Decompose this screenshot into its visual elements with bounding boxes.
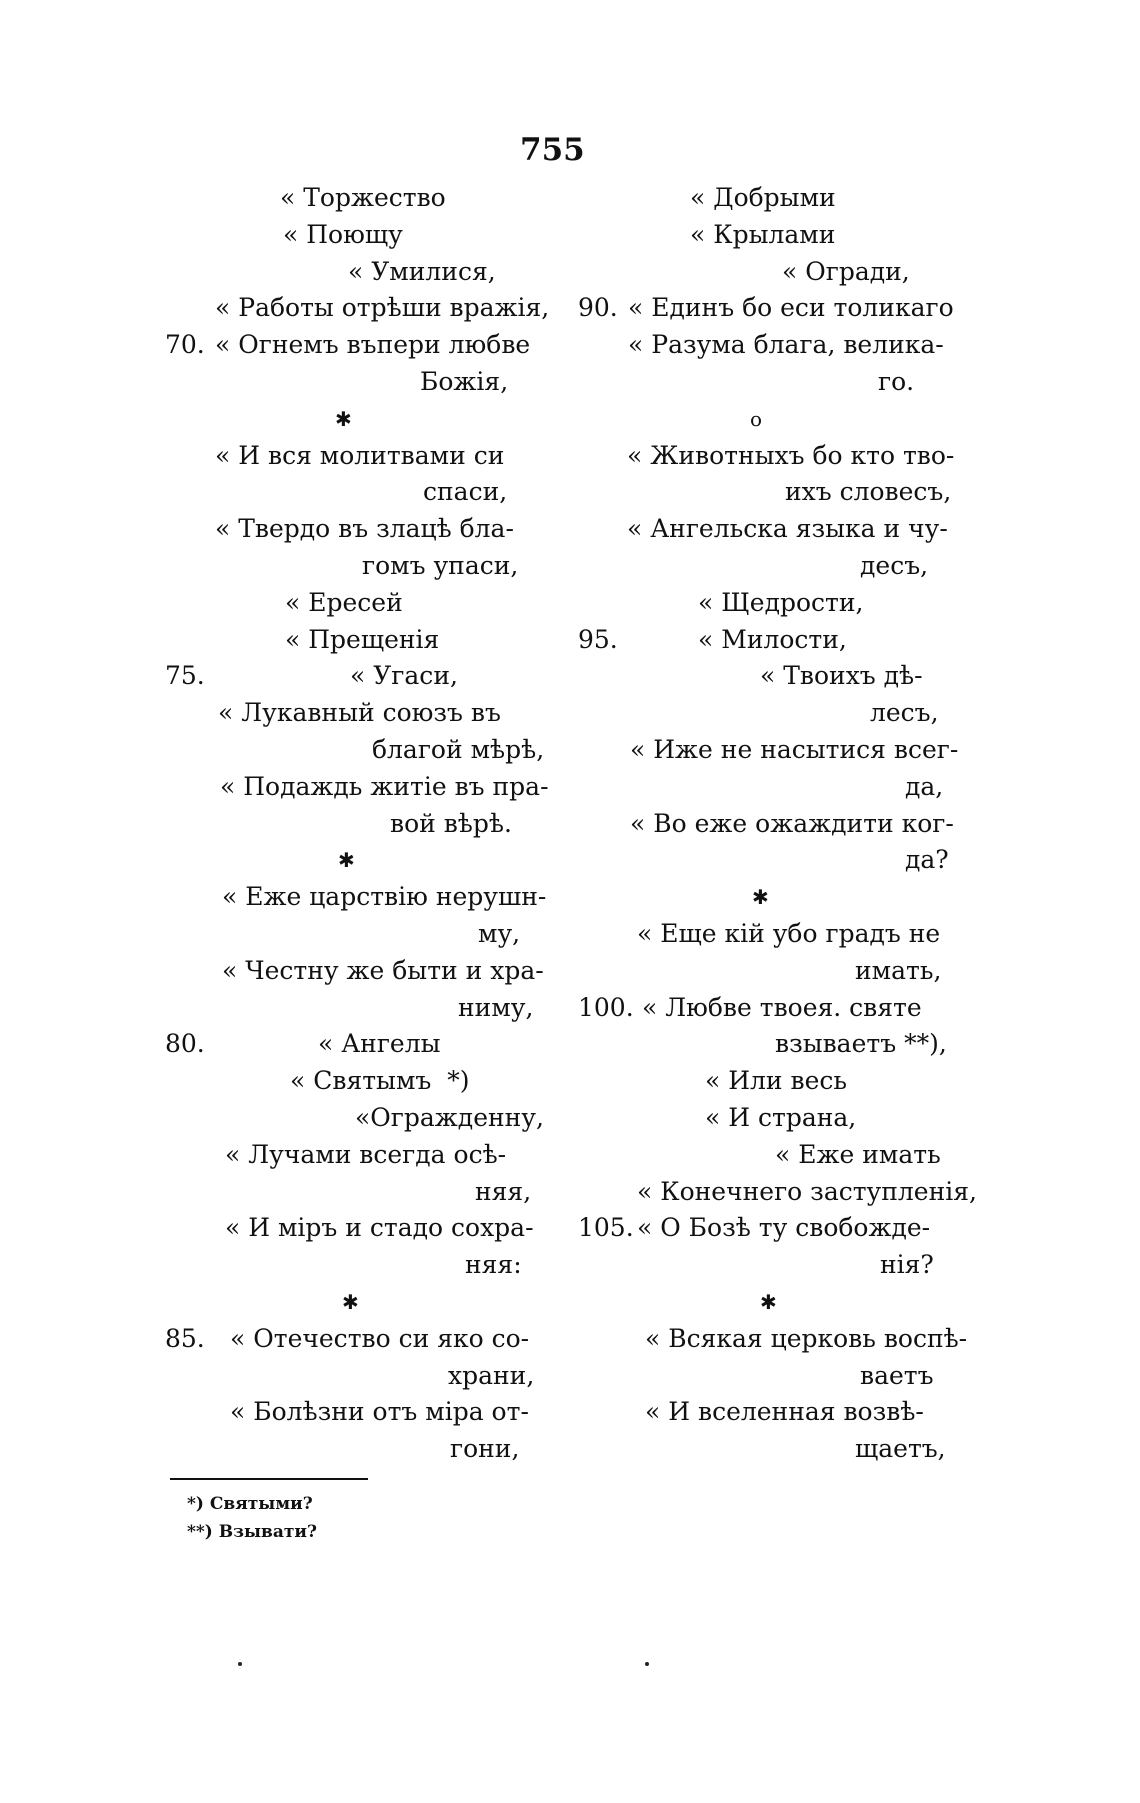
verse-line: [0, 1210, 560, 1247]
verse-text: « Умилися,: [348, 256, 496, 286]
verse-number: 95.: [578, 624, 618, 654]
verse-line: [0, 1026, 560, 1063]
verse-line: [570, 695, 1130, 732]
verse-text: « Ангельска языка и чу-: [627, 514, 948, 544]
verse-line: [0, 842, 560, 879]
verse-line: [0, 364, 560, 401]
verse-line: [570, 511, 1130, 548]
verse-line: [570, 1210, 1130, 1247]
verse-text: да,: [905, 771, 944, 801]
verse-line: [570, 585, 1130, 622]
stanza-divider-icon: ✱: [335, 406, 352, 431]
verse-text: храни,: [448, 1360, 535, 1390]
verse-line: [0, 1100, 560, 1137]
print-speck: [238, 1662, 242, 1666]
verse-text: « О Бозѣ ту свобожде-: [637, 1213, 931, 1243]
verse-line: [0, 1284, 560, 1321]
verse-text: « Поющу: [283, 219, 403, 249]
verse-text: му,: [478, 918, 521, 948]
verse-line: [0, 585, 560, 622]
verse-text: « Всякая церковь воспѣ-: [645, 1323, 968, 1353]
verse-text: « Милости,: [698, 624, 847, 654]
verse-line: [0, 953, 560, 990]
verse-text: « Единъ бо еси толикаго: [628, 293, 954, 323]
verse-line: [0, 622, 560, 659]
footnote-1: *) Святыми?: [187, 1494, 313, 1514]
verse-text: « Еже имать: [775, 1139, 941, 1169]
verse-line: [0, 990, 560, 1027]
verse-line: [0, 916, 560, 953]
verse-text: « Святымъ *): [290, 1066, 470, 1096]
verse-line: [0, 511, 560, 548]
verse-text: « Отечество си яко со-: [230, 1323, 530, 1353]
verse-line: [570, 953, 1130, 990]
verse-number: 85.: [165, 1323, 205, 1353]
verse-line: [0, 658, 560, 695]
verse-text: щаетъ,: [855, 1434, 946, 1464]
verse-line: [570, 1247, 1130, 1284]
verse-text: ваетъ: [860, 1360, 934, 1390]
verse-line: [0, 879, 560, 916]
verse-text: « Животныхъ бо кто тво-: [627, 440, 955, 470]
verse-line: [570, 290, 1130, 327]
verse-line: [0, 290, 560, 327]
verse-text: « Любве твоея. святе: [642, 992, 922, 1022]
verse-text: « Лукавный союзъ въ: [218, 698, 501, 728]
verse-text: « Твоихъ дѣ-: [760, 661, 923, 691]
verse-line: [0, 695, 560, 732]
verse-number: 70.: [165, 330, 205, 360]
verse-line: [0, 1137, 560, 1174]
verse-line: [570, 1321, 1130, 1358]
verse-line: [570, 1063, 1130, 1100]
verse-line: [0, 401, 560, 438]
verse-line: [570, 474, 1130, 511]
verse-text: взываетъ **),: [775, 1029, 947, 1059]
verse-number: 100.: [578, 992, 634, 1022]
verse-line: [570, 879, 1130, 916]
verse-text: « Добрыми: [690, 183, 836, 212]
stanza-divider-icon: о: [750, 406, 763, 431]
verse-line: [0, 180, 560, 217]
verse-text: «Огражденну,: [355, 1102, 544, 1132]
verse-text: « Ангелы: [318, 1029, 441, 1059]
verse-line: [570, 1137, 1130, 1174]
verse-text: « Торжество: [280, 183, 446, 212]
verse-text: « Огради,: [782, 256, 910, 286]
verse-line: [570, 364, 1130, 401]
verse-number: 90.: [578, 293, 618, 323]
footnote-2: **) Взывати?: [187, 1522, 317, 1542]
verse-line: [570, 180, 1130, 217]
verse-text: « И страна,: [705, 1102, 857, 1132]
footnote-rule: [170, 1478, 368, 1480]
verse-line: [570, 658, 1130, 695]
verse-line: [570, 254, 1130, 291]
verse-text: « Иже не насытися всег-: [630, 734, 959, 764]
verse-text: « Во еже ожаждити ког-: [630, 808, 954, 838]
verse-line: [0, 474, 560, 511]
verse-text: имать,: [855, 955, 942, 985]
verse-text: лесъ,: [870, 698, 939, 728]
stanza-divider-icon: ✱: [342, 1289, 359, 1314]
left-verse-column: [0, 180, 560, 1468]
verse-line: [0, 1394, 560, 1431]
stanza-divider-icon: ✱: [752, 885, 769, 910]
verse-line: [0, 1174, 560, 1211]
verse-text: го.: [878, 366, 915, 396]
verse-text: « Огнемъ въпери любве: [215, 330, 531, 360]
verse-text: десъ,: [860, 550, 929, 580]
verse-text: « Болѣзни отъ міра от-: [230, 1397, 529, 1427]
verse-line: [0, 1247, 560, 1284]
verse-text: « Честну же быти и хра-: [222, 955, 544, 985]
verse-text: « Конечнего заступленія,: [637, 1176, 977, 1206]
verse-line: [570, 916, 1130, 953]
verse-text: « Еще кій убо градъ не: [637, 918, 941, 948]
verse-text: « Прещенія: [285, 624, 440, 654]
verse-line: [570, 1358, 1130, 1395]
verse-line: [570, 1100, 1130, 1137]
verse-text: « Работы отрѣши вражія,: [215, 293, 550, 323]
verse-line: [570, 769, 1130, 806]
verse-number: 80.: [165, 1029, 205, 1059]
verse-line: [570, 1284, 1130, 1321]
verse-text: « Еже царствію нерушн-: [222, 882, 547, 912]
verse-text: « Подаждь житіе въ пра-: [220, 771, 549, 801]
verse-text: няя:: [465, 1250, 522, 1280]
verse-text: благой мѣрѣ,: [372, 734, 545, 764]
verse-text: « Лучами всегда осѣ-: [225, 1139, 507, 1169]
verse-line: [570, 1174, 1130, 1211]
verse-line: [0, 438, 560, 475]
verse-line: [570, 622, 1130, 659]
verse-text: ниму,: [458, 992, 534, 1022]
verse-text: спаси,: [423, 477, 508, 507]
verse-line: [570, 806, 1130, 843]
verse-text: няя,: [475, 1176, 532, 1206]
verse-line: [570, 990, 1130, 1027]
verse-line: [570, 1431, 1130, 1468]
verse-line: [0, 217, 560, 254]
verse-number: 75.: [165, 661, 205, 691]
stanza-divider-icon: ✱: [338, 848, 355, 873]
verse-text: « Ересей: [285, 587, 403, 617]
verse-text: « Угаси,: [350, 661, 458, 691]
verse-text: « И міръ и стадо сохра-: [225, 1213, 534, 1243]
verse-line: [570, 327, 1130, 364]
verse-text: « Разума блага, велика-: [628, 330, 944, 360]
verse-line: [0, 548, 560, 585]
verse-text: « И вся молитвами си: [215, 440, 505, 470]
verse-text: нія?: [880, 1250, 934, 1280]
verse-text: ихъ словесъ,: [785, 477, 952, 507]
right-verse-column: [570, 180, 1130, 1468]
page-number: 755: [520, 132, 585, 168]
verse-line: [570, 401, 1130, 438]
stanza-divider-icon: ✱: [760, 1289, 777, 1314]
verse-text: гони,: [450, 1434, 520, 1464]
verse-text: « Твердо въ злацѣ бла-: [215, 514, 514, 544]
verse-line: [0, 1358, 560, 1395]
verse-number: 105.: [578, 1213, 634, 1243]
verse-line: [0, 732, 560, 769]
verse-line: [0, 769, 560, 806]
verse-line: [0, 806, 560, 843]
verse-text: да?: [905, 845, 949, 875]
print-speck: [645, 1662, 649, 1666]
verse-line: [0, 1063, 560, 1100]
verse-line: [0, 1321, 560, 1358]
verse-line: [570, 548, 1130, 585]
verse-line: [0, 1431, 560, 1468]
verse-line: [570, 1394, 1130, 1431]
verse-line: [570, 842, 1130, 879]
verse-line: [570, 732, 1130, 769]
verse-line: [570, 438, 1130, 475]
verse-text: « Или весь: [705, 1066, 848, 1096]
verse-line: [570, 217, 1130, 254]
verse-text: « И вселенная возвѣ-: [645, 1397, 924, 1427]
verse-text: « Крылами: [690, 219, 836, 249]
verse-text: « Щедрости,: [698, 587, 864, 617]
verse-line: [570, 1026, 1130, 1063]
verse-line: [0, 254, 560, 291]
verse-text: вой вѣрѣ.: [390, 808, 512, 838]
verse-text: Божія,: [420, 366, 509, 396]
verse-line: [0, 327, 560, 364]
verse-text: гомъ упаси,: [362, 550, 519, 580]
